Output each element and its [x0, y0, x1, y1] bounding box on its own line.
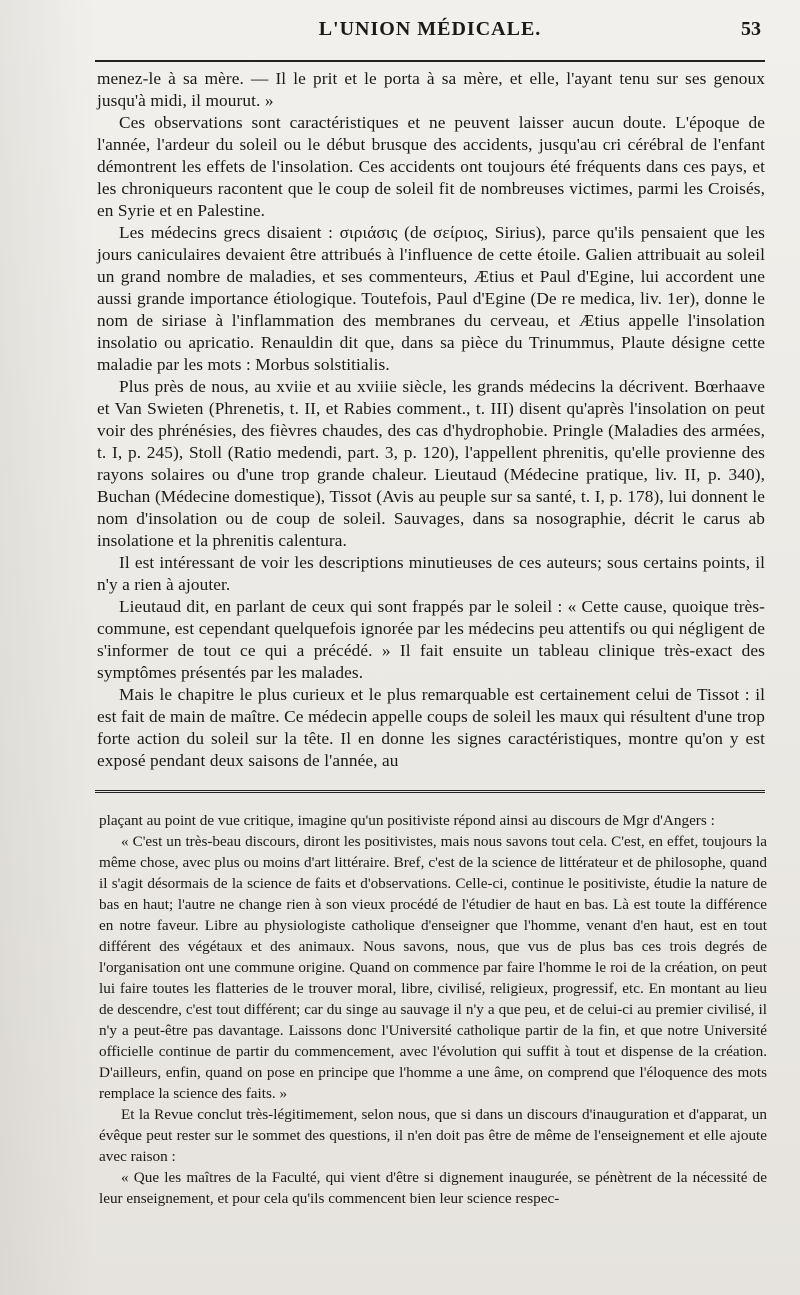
paragraph: Les médecins grecs disaient : σιριάσις (de σείριος, Sirius), parce qu'ils pensaient que les jours caniculaires devaient être attribués à l'influence de cette étoile. Galien attribuait au soleil un grand nombre de maladies, et ses commenteurs, Ætius et Paul d'Egine, lui accordent une aussi grande importance étiologique. Toutefois, Paul d'Egine (De re medica, liv. 1er), donne le nom de siriase à l'inflammation des membranes du cerveau, et Ætius appelle l'insolation insolatio ou apricatio. Renauldin dit que, dans sa pièce du Trinummus, Plaute désigne cette maladie par les mots : Morbus solstitialis. — [97, 223, 765, 374]
footnote-paragraph: Et la Revue conclut très-légitimement, selon nous, que si dans un discours d'inauguration et d'apparat, un évêque peut rester sur le sommet des questions, il n'en doit pas être de même de l'enseignement et elle ajoute avec raison : — [99, 1106, 767, 1165]
footnote-separator — [95, 790, 765, 793]
footnote-paragraph: plaçant au point de vue critique, imagine qu'un positiviste répond ainsi au discours de Mgr d'Angers : — [99, 812, 715, 829]
paragraph: Plus près de nous, au xviie et au xviiie siècle, les grands médecins la décrivent. Bœrhaave et Van Swieten (Phrenetis, t. II, et Rabies comment., t. III) disent qu'après l'insolation on peut voir des phrénésies, des fièvres chaudes, des cas d'hydrophobie. Pringle (Maladies des armées, t. I, p. 245), Stoll (Ratio medendi, part. 3, p. 120), l'appellent phrenitis, qu'elle provienne des rayons solaires ou d'une trop grande chaleur. Lieutaud (Médecine pratique, liv. II, p. 340), Buchan (Médecine domestique), Tissot (Avis au peuple sur sa santé, t. I, p. 178), lui donnent le nom d'insolation ou de coup de soleil. Sauvages, dans sa nosographie, décrit le carus ab insolatione et la phrenitis calentura. — [97, 377, 765, 550]
paragraph: Ces observations sont caractéristiques et ne peuvent laisser aucun doute. L'époque de l'année, l'ardeur du soleil ou le début brusque des accidents, jusqu'au cri cérébral de l'enfant démontrent les effets de l'insolation. Ces accidents ont toujours été fréquents dans ces pays, et les chroniqueurs racontent que le coup de soleil fit de nombreuses victimes, parmi les Croisés, en Syrie et en Palestine. — [97, 113, 765, 220]
page-number: 53 — [741, 18, 761, 40]
page-gutter-shadow — [0, 0, 95, 1295]
running-head — [95, 18, 765, 46]
main-text — [97, 68, 765, 772]
footnote-paragraph: « Que les maîtres de la Faculté, qui vient d'être si dignement inaugurée, se pénètrent de la nécessité de leur enseignement, et pour cela qu'ils commencent bien leur science respec- — [99, 1169, 767, 1207]
header-rule — [95, 60, 765, 62]
running-title: L'UNION MÉDICALE. — [318, 18, 542, 40]
footnote-block — [99, 810, 767, 1209]
footnote-paragraph: « C'est un très-beau discours, diront les positivistes, mais nous savons tout cela. C'est, en effet, toujours la même chose, avec plus ou moins d'art littéraire. Bref, c'est de la science de littérateur et de philosophe, quand il s'agit désormais de la science de faits et d'observations. Celle-ci, continue le positiviste, étudie la nature de bas en haut; l'autre ne change rien à son vieux procédé de l'étudier de haut en bas. Là est toute la différence en notre faveur. Libre au physiologiste catholique d'enseigner que l'homme, venant d'en haut, est en tout différent des végétaux et des animaux. Nous savons, nous, que vus de plus bas ces trois degrés de l'organisation ont une commune origine. Quand on commence par faire l'homme le roi de la création, on peut lui faire toutes les flatteries de le trouver moral, libre, civilisé, religieux, progressif, etc. En montant au lieu de descendre, c'est tout différent; car du singe au sauvage il n'y a que peu, et de celui-ci au premier civilisé, il n'y a peut-être pas davantage. Laissons donc l'Université catholique partir de la fin, et que notre Université officielle continue de partir du commencement, avec l'évolution qui suffit à tout et dispense de la création. D'ailleurs, enfin, quand on pose en principe que l'homme a une âme, on comprend que l'éloquence des mots remplace la science des faits. » — [99, 833, 767, 1102]
paragraph: Lieutaud dit, en parlant de ceux qui sont frappés par le soleil : « Cette cause, quoique très-commune, est cependant quelquefois ignorée par les médecins peu attentifs ou qui négligent de s'informer de tout ce qui a précédé. » Il fait ensuite un tableau clinique très-exact des symptômes présentés par les malades. — [97, 597, 765, 682]
paragraph: Il est intéressant de voir les descriptions minutieuses de ces auteurs; sous certains points, il n'y a rien à ajouter. — [97, 553, 765, 594]
paragraph: menez-le à sa mère. — Il le prit et le porta à sa mère, et elle, l'ayant tenu sur ses genoux jusqu'à midi, il mourut. » — [97, 69, 765, 110]
paragraph: Mais le chapitre le plus curieux et le plus remarquable est certainement celui de Tissot : il est fait de main de maître. Ce médecin appelle coups de soleil les maux qui résultent d'une trop forte action du soleil sur la tête. Il en donne les signes caractéristiques, montre qu'on y est exposé pendant deux saisons de l'année, au — [97, 685, 765, 770]
